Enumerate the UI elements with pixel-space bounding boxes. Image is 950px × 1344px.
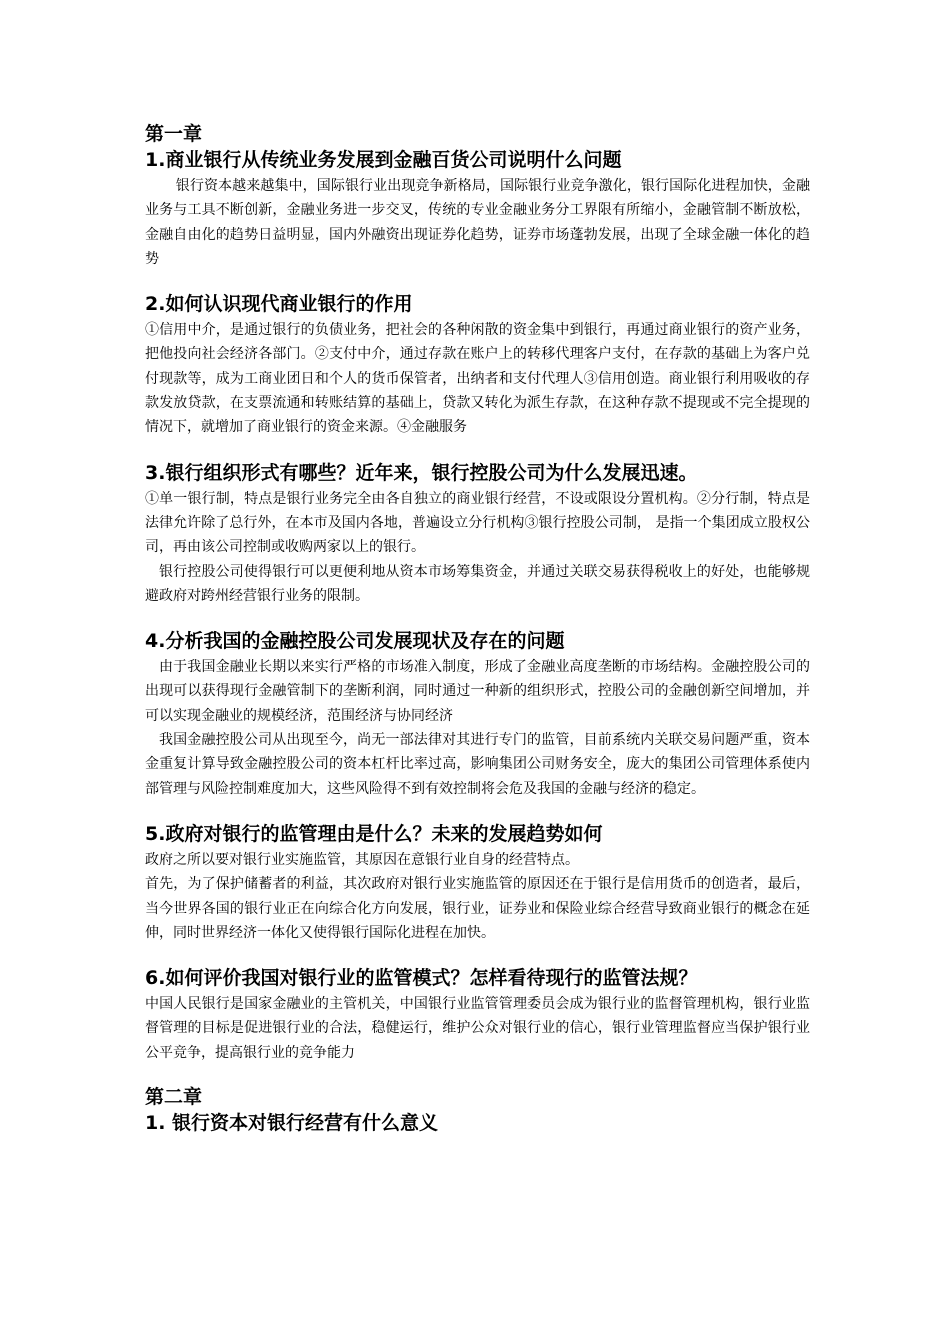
chapter-1-title: 第一章	[145, 123, 203, 145]
section-1	[145, 147, 810, 271]
section-3-paragraph-2: 银行控股公司使得银行可以更便利地从资本市场筹集资金，并通过关联交易获得税收上的好处，也能够规避政府对跨州经营银行业务的限制。	[145, 563, 810, 604]
section-4-heading: 4.分析我国的金融控股公司发展现状及存在的问题	[145, 630, 565, 653]
section-5-paragraph-1: 政府之所以要对银行业实施监管，其原因在意银行业自身的经营特点。	[145, 851, 579, 868]
section-3-paragraph-1: ①单一银行制，特点是银行业务完全由各自独立的商业银行经营，不设或限设分置机构。②分行制，特点是法律允许除了总行外，在本市及国内各地，普遍设立分行机构③银行控股公司制， 是指一个集团成立股权公司，再由该公司控制或收购两家以上的银行。	[145, 490, 810, 556]
section-3-heading: 3.银行组织形式有哪些？近年来，银行控股公司为什么发展迅速。	[145, 461, 698, 484]
section-5-paragraph-2: 首先，为了保护储蓄者的利益，其次政府对银行业实施监管的原因还在于银行是信用货币的创造者，最后，当今世界各国的银行业正在向综合化方向发展，银行业，证券业和保险业综合经营导致商业银行的概念在延伸，同时世界经济一体化又使得银行国际化进程在加快。	[145, 876, 810, 941]
section-3	[145, 460, 810, 608]
section-4-paragraph-2: 我国金融控股公司从出现至今，尚无一部法律对其进行专门的监管，目前系统内关联交易问题严重，资本金重复计算导致金融控股公司的资本杠杆比率过高，影响集团公司财务安全，庞大的集团公司管理体系使内部管理与风险控制难度加大，这些风险得不到有效控制将会危及我国的金融与经济的稳定。	[145, 732, 810, 797]
section-5-heading: 5.政府对银行的监管理由是什么？未来的发展趋势如何	[145, 822, 603, 845]
document-page	[145, 122, 810, 1137]
section-1-paragraph-1: 银行资本越来越集中，国际银行业出现竞争新格局，国际银行业竞争激化，银行国际化进程加快，金融业务与工具不断创新，金融业务进一步交叉，传统的专业金融业务分工界限有所缩小，金融管制不断放松，金融自由化的趋势日益明显，国内外融资出现证券化趋势，证券市场蓬勃发展，出现了全球金融一体化的趋势	[145, 178, 810, 267]
section-2	[145, 291, 810, 439]
section-4	[145, 628, 810, 801]
chapter-2-section-1-heading: 1. 银行资本对银行经营有什么意义	[145, 1112, 439, 1135]
section-6-heading: 6.如何评价我国对银行业的监管模式？怎样看待现行的监管法规？	[145, 967, 698, 990]
section-6	[145, 965, 810, 1065]
section-1-heading: 1.商业银行从传统业务发展到金融百货公司说明什么问题	[145, 149, 622, 171]
section-5	[145, 821, 810, 945]
section-6-paragraph-1: 中国人民银行是国家金融业的主管机关，中国银行业监管管理委员会成为银行业的监督管理机构，银行业监督管理的目标是促进银行业的合法，稳健运行，维护公众对银行业的信心，银行业管理监督应当保护银行业公平竞争，提高银行业的竞争能力	[145, 996, 810, 1061]
section-2-heading: 2.如何认识现代商业银行的作用	[145, 293, 413, 316]
section-2-paragraph-1: ①信用中介，是通过银行的负债业务，把社会的各种闲散的资金集中到银行，再通过商业银行的资产业务，把他投向社会经济各部门。②支付中介，通过存款在账户上的转移代理客户支付，在存款的基础上为客户兑付现款等，成为工商业团日和个人的货币保管者，出纳者和支付代理人③信用创造。商业银行利用吸收的存款发放贷款，在支票流通和转账结算的基础上，贷款又转化为派生存款，在这种存款不提现或不完全提现的情况下，就增加了商业银行的资金来源。④金融服务	[145, 322, 810, 436]
chapter-2-title: 第二章	[145, 1086, 203, 1109]
section-4-paragraph-1: 由于我国金融业长期以来实行严格的市场准入制度，形成了金融业高度垄断的市场结构。金融控股公司的出现可以获得现行金融管制下的垄断利润，同时通过一种新的组织形式，控股公司的金融创新空间增加，并可以实现金融业的规模经济，范围经济与协同经济	[145, 659, 810, 724]
